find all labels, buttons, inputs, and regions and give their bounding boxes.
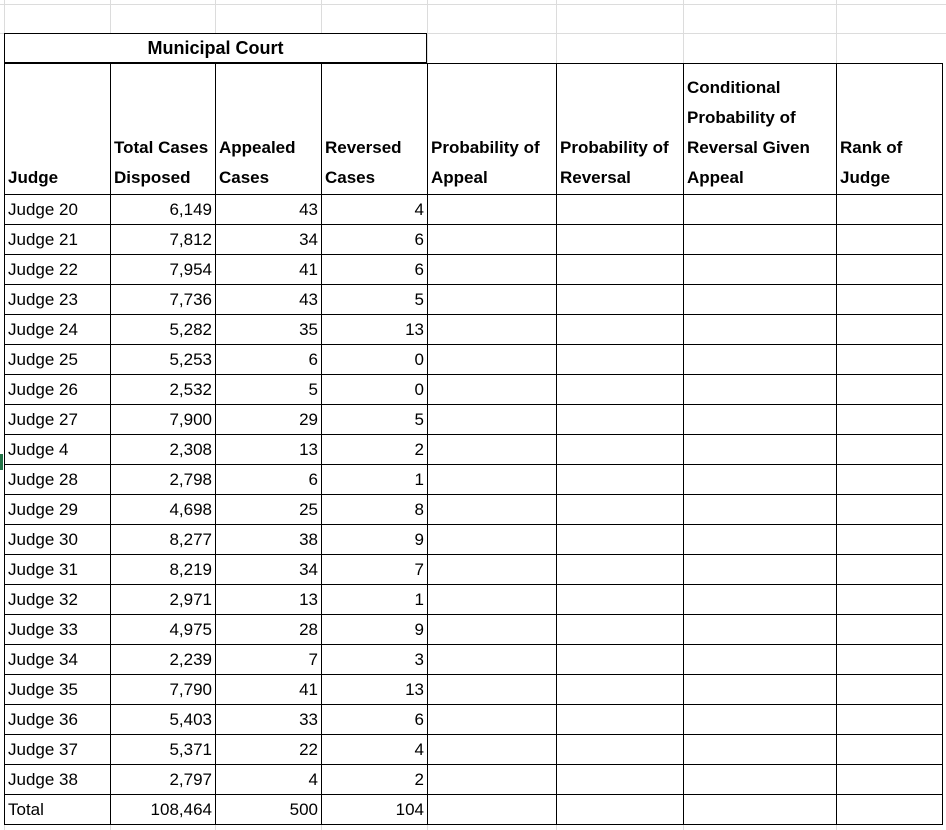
appealed-cell[interactable]: 28 bbox=[216, 615, 322, 645]
judge-cell[interactable]: Judge 4 bbox=[5, 435, 111, 465]
total-cases-cell[interactable]: 5,282 bbox=[111, 315, 216, 345]
appealed-cell[interactable]: 5 bbox=[216, 375, 322, 405]
appealed-cell[interactable]: 33 bbox=[216, 705, 322, 735]
reversed-cell[interactable]: 2 bbox=[322, 435, 428, 465]
header-prob-appeal[interactable]: Probability of Appeal bbox=[428, 64, 557, 195]
appealed-cell[interactable]: 29 bbox=[216, 405, 322, 435]
reversed-cell[interactable]: 13 bbox=[322, 675, 428, 705]
empty-cell[interactable] bbox=[684, 435, 837, 465]
total-cases-cell[interactable]: 7,954 bbox=[111, 255, 216, 285]
reversed-cell[interactable]: 6 bbox=[322, 255, 428, 285]
total-cases-cell[interactable]: 7,736 bbox=[111, 285, 216, 315]
empty-cell[interactable] bbox=[557, 555, 684, 585]
empty-cell[interactable] bbox=[684, 225, 837, 255]
empty-cell[interactable] bbox=[428, 345, 557, 375]
empty-cell[interactable] bbox=[684, 735, 837, 765]
empty-cell[interactable] bbox=[428, 255, 557, 285]
header-conditional-prob[interactable]: Conditional Probability of Reversal Given Appeal bbox=[684, 64, 837, 195]
empty-cell[interactable] bbox=[557, 345, 684, 375]
appealed-cell[interactable]: 41 bbox=[216, 675, 322, 705]
total-cases-cell[interactable]: 5,403 bbox=[111, 705, 216, 735]
empty-cell[interactable] bbox=[837, 345, 943, 375]
reversed-cell[interactable]: 9 bbox=[322, 615, 428, 645]
empty-cell[interactable] bbox=[837, 645, 943, 675]
empty-cell[interactable] bbox=[684, 315, 837, 345]
judge-cell[interactable]: Judge 28 bbox=[5, 465, 111, 495]
empty-cell[interactable] bbox=[428, 525, 557, 555]
empty-cell[interactable] bbox=[837, 765, 943, 795]
empty-cell[interactable] bbox=[428, 555, 557, 585]
empty-cell[interactable] bbox=[684, 195, 837, 225]
reversed-cell[interactable]: 6 bbox=[322, 225, 428, 255]
empty-cell[interactable] bbox=[837, 375, 943, 405]
table-row bbox=[5, 315, 943, 345]
empty-cell[interactable] bbox=[557, 495, 684, 525]
appealed-cell[interactable]: 41 bbox=[216, 255, 322, 285]
total-cases-cell[interactable]: 2,532 bbox=[111, 375, 216, 405]
header-prob-reversal[interactable]: Probability of Reversal bbox=[557, 64, 684, 195]
empty-cell[interactable] bbox=[557, 375, 684, 405]
appealed-cell[interactable]: 22 bbox=[216, 735, 322, 765]
empty-cell[interactable] bbox=[684, 705, 837, 735]
table-row bbox=[5, 555, 943, 585]
reversed-cell[interactable]: 2 bbox=[322, 765, 428, 795]
table-row bbox=[5, 765, 943, 795]
header-row bbox=[5, 64, 943, 195]
empty-cell[interactable] bbox=[837, 525, 943, 555]
judge-cell[interactable]: Judge 38 bbox=[5, 765, 111, 795]
cell-selection-accent bbox=[0, 454, 3, 470]
empty-cell[interactable] bbox=[557, 735, 684, 765]
empty-cell[interactable] bbox=[684, 795, 837, 825]
appealed-cell[interactable]: 38 bbox=[216, 525, 322, 555]
reversed-cell[interactable]: 4 bbox=[322, 735, 428, 765]
appealed-cell[interactable]: 43 bbox=[216, 285, 322, 315]
appealed-cell[interactable]: 6 bbox=[216, 465, 322, 495]
total-cases-cell[interactable]: 2,798 bbox=[111, 465, 216, 495]
empty-cell[interactable] bbox=[428, 225, 557, 255]
reversed-cell[interactable]: 0 bbox=[322, 375, 428, 405]
table-row bbox=[5, 645, 943, 675]
empty-cell[interactable] bbox=[428, 195, 557, 225]
judge-cell[interactable]: Judge 29 bbox=[5, 495, 111, 525]
empty-cell[interactable] bbox=[557, 435, 684, 465]
empty-cell[interactable] bbox=[557, 195, 684, 225]
empty-cell[interactable] bbox=[837, 255, 943, 285]
table-row bbox=[5, 465, 943, 495]
appealed-cell[interactable]: 7 bbox=[216, 645, 322, 675]
total-cases-cell[interactable]: 7,790 bbox=[111, 675, 216, 705]
table-row bbox=[5, 705, 943, 735]
empty-cell[interactable] bbox=[837, 285, 943, 315]
empty-cell[interactable] bbox=[428, 765, 557, 795]
reversed-cell[interactable]: 13 bbox=[322, 315, 428, 345]
reversed-cell[interactable]: 0 bbox=[322, 345, 428, 375]
empty-cell[interactable] bbox=[837, 435, 943, 465]
reversed-cell[interactable]: 104 bbox=[322, 795, 428, 825]
reversed-cell[interactable]: 6 bbox=[322, 705, 428, 735]
reversed-cell[interactable]: 1 bbox=[322, 465, 428, 495]
table-row bbox=[5, 615, 943, 645]
table-row bbox=[5, 375, 943, 405]
empty-cell[interactable] bbox=[428, 285, 557, 315]
judge-cell[interactable]: Judge 26 bbox=[5, 375, 111, 405]
data-table bbox=[4, 63, 943, 825]
empty-cell[interactable] bbox=[428, 615, 557, 645]
total-cases-cell[interactable]: 7,900 bbox=[111, 405, 216, 435]
empty-cell[interactable] bbox=[557, 645, 684, 675]
empty-cell[interactable] bbox=[837, 585, 943, 615]
empty-cell[interactable] bbox=[684, 465, 837, 495]
empty-cell[interactable] bbox=[837, 735, 943, 765]
total-cases-cell[interactable]: 4,698 bbox=[111, 495, 216, 525]
empty-cell[interactable] bbox=[557, 585, 684, 615]
table-title: Municipal Court bbox=[4, 33, 427, 63]
empty-cell[interactable] bbox=[684, 525, 837, 555]
appealed-cell[interactable]: 4 bbox=[216, 765, 322, 795]
empty-cell[interactable] bbox=[837, 615, 943, 645]
judge-cell[interactable]: Judge 34 bbox=[5, 645, 111, 675]
total-cases-cell[interactable]: 108,464 bbox=[111, 795, 216, 825]
empty-cell[interactable] bbox=[684, 765, 837, 795]
appealed-cell[interactable]: 13 bbox=[216, 435, 322, 465]
empty-cell[interactable] bbox=[557, 405, 684, 435]
empty-cell[interactable] bbox=[837, 195, 943, 225]
empty-cell[interactable] bbox=[428, 645, 557, 675]
header-judge[interactable]: Judge bbox=[5, 64, 111, 195]
empty-cell[interactable] bbox=[428, 795, 557, 825]
appealed-cell[interactable]: 25 bbox=[216, 495, 322, 525]
appealed-cell[interactable]: 35 bbox=[216, 315, 322, 345]
table-row bbox=[5, 735, 943, 765]
judge-cell[interactable]: Judge 23 bbox=[5, 285, 111, 315]
empty-cell[interactable] bbox=[428, 585, 557, 615]
empty-cell[interactable] bbox=[557, 225, 684, 255]
empty-cell[interactable] bbox=[557, 255, 684, 285]
table-row bbox=[5, 435, 943, 465]
judge-cell[interactable]: Judge 36 bbox=[5, 705, 111, 735]
table-row bbox=[5, 225, 943, 255]
judge-cell[interactable]: Judge 27 bbox=[5, 405, 111, 435]
empty-cell[interactable] bbox=[837, 405, 943, 435]
table-row bbox=[5, 405, 943, 435]
empty-cell[interactable] bbox=[684, 675, 837, 705]
empty-cell[interactable] bbox=[557, 675, 684, 705]
appealed-cell[interactable]: 34 bbox=[216, 555, 322, 585]
judge-cell[interactable]: Judge 21 bbox=[5, 225, 111, 255]
total-cases-cell[interactable]: 5,253 bbox=[111, 345, 216, 375]
empty-cell[interactable] bbox=[557, 795, 684, 825]
empty-cell[interactable] bbox=[557, 465, 684, 495]
empty-cell[interactable] bbox=[428, 705, 557, 735]
empty-cell[interactable] bbox=[428, 675, 557, 705]
total-cases-cell[interactable]: 7,812 bbox=[111, 225, 216, 255]
header-rank[interactable]: Rank of Judge bbox=[837, 64, 943, 195]
reversed-cell[interactable]: 9 bbox=[322, 525, 428, 555]
total-cases-cell[interactable]: 2,797 bbox=[111, 765, 216, 795]
appealed-cell[interactable]: 13 bbox=[216, 585, 322, 615]
judge-cell[interactable]: Judge 32 bbox=[5, 585, 111, 615]
empty-cell[interactable] bbox=[557, 615, 684, 645]
table-row bbox=[5, 285, 943, 315]
empty-cell[interactable] bbox=[428, 405, 557, 435]
empty-cell[interactable] bbox=[557, 525, 684, 555]
judge-cell[interactable]: Total bbox=[5, 795, 111, 825]
total-row bbox=[5, 795, 943, 825]
judge-cell[interactable]: Judge 30 bbox=[5, 525, 111, 555]
appealed-cell[interactable]: 43 bbox=[216, 195, 322, 225]
empty-cell[interactable] bbox=[837, 675, 943, 705]
table-row bbox=[5, 195, 943, 225]
empty-cell[interactable] bbox=[837, 705, 943, 735]
reversed-cell[interactable]: 5 bbox=[322, 285, 428, 315]
empty-cell[interactable] bbox=[837, 495, 943, 525]
empty-cell[interactable] bbox=[684, 585, 837, 615]
appealed-cell[interactable]: 6 bbox=[216, 345, 322, 375]
empty-cell[interactable] bbox=[428, 735, 557, 765]
empty-cell[interactable] bbox=[684, 375, 837, 405]
reversed-cell[interactable]: 7 bbox=[322, 555, 428, 585]
empty-cell[interactable] bbox=[428, 315, 557, 345]
total-cases-cell[interactable]: 6,149 bbox=[111, 195, 216, 225]
total-cases-cell[interactable]: 2,239 bbox=[111, 645, 216, 675]
empty-cell[interactable] bbox=[428, 435, 557, 465]
header-reversed[interactable]: Reversed Cases bbox=[322, 64, 428, 195]
appealed-cell[interactable]: 500 bbox=[216, 795, 322, 825]
table-row bbox=[5, 675, 943, 705]
reversed-cell[interactable]: 3 bbox=[322, 645, 428, 675]
judge-cell[interactable]: Judge 22 bbox=[5, 255, 111, 285]
empty-cell[interactable] bbox=[837, 555, 943, 585]
judge-cell[interactable]: Judge 35 bbox=[5, 675, 111, 705]
empty-cell[interactable] bbox=[428, 495, 557, 525]
empty-cell[interactable] bbox=[684, 615, 837, 645]
empty-cell[interactable] bbox=[557, 315, 684, 345]
judge-cell[interactable]: Judge 20 bbox=[5, 195, 111, 225]
table-row bbox=[5, 585, 943, 615]
empty-cell[interactable] bbox=[428, 465, 557, 495]
empty-cell[interactable] bbox=[684, 555, 837, 585]
empty-cell[interactable] bbox=[684, 405, 837, 435]
header-total-cases[interactable]: Total Cases Disposed bbox=[111, 64, 216, 195]
empty-cell[interactable] bbox=[684, 345, 837, 375]
empty-cell[interactable] bbox=[837, 465, 943, 495]
reversed-cell[interactable]: 5 bbox=[322, 405, 428, 435]
judge-cell[interactable]: Judge 24 bbox=[5, 315, 111, 345]
empty-cell[interactable] bbox=[557, 705, 684, 735]
total-cases-cell[interactable]: 4,975 bbox=[111, 615, 216, 645]
empty-cell[interactable] bbox=[557, 765, 684, 795]
total-cases-cell[interactable]: 8,219 bbox=[111, 555, 216, 585]
total-cases-cell[interactable]: 2,971 bbox=[111, 585, 216, 615]
appealed-cell[interactable]: 34 bbox=[216, 225, 322, 255]
total-cases-cell[interactable]: 2,308 bbox=[111, 435, 216, 465]
empty-cell[interactable] bbox=[684, 285, 837, 315]
empty-cell[interactable] bbox=[684, 255, 837, 285]
empty-cell[interactable] bbox=[684, 495, 837, 525]
empty-cell[interactable] bbox=[837, 315, 943, 345]
judge-cell[interactable]: Judge 25 bbox=[5, 345, 111, 375]
total-cases-cell[interactable]: 8,277 bbox=[111, 525, 216, 555]
table-row bbox=[5, 255, 943, 285]
judge-cell[interactable]: Judge 31 bbox=[5, 555, 111, 585]
judge-cell[interactable]: Judge 37 bbox=[5, 735, 111, 765]
empty-cell[interactable] bbox=[684, 645, 837, 675]
reversed-cell[interactable]: 1 bbox=[322, 585, 428, 615]
total-cases-cell[interactable]: 5,371 bbox=[111, 735, 216, 765]
table-row bbox=[5, 345, 943, 375]
reversed-cell[interactable]: 4 bbox=[322, 195, 428, 225]
table-row bbox=[5, 525, 943, 555]
judge-cell[interactable]: Judge 33 bbox=[5, 615, 111, 645]
header-appealed[interactable]: Appealed Cases bbox=[216, 64, 322, 195]
empty-cell[interactable] bbox=[428, 375, 557, 405]
reversed-cell[interactable]: 8 bbox=[322, 495, 428, 525]
empty-cell[interactable] bbox=[837, 795, 943, 825]
table-row bbox=[5, 495, 943, 525]
empty-cell[interactable] bbox=[837, 225, 943, 255]
empty-cell[interactable] bbox=[557, 285, 684, 315]
